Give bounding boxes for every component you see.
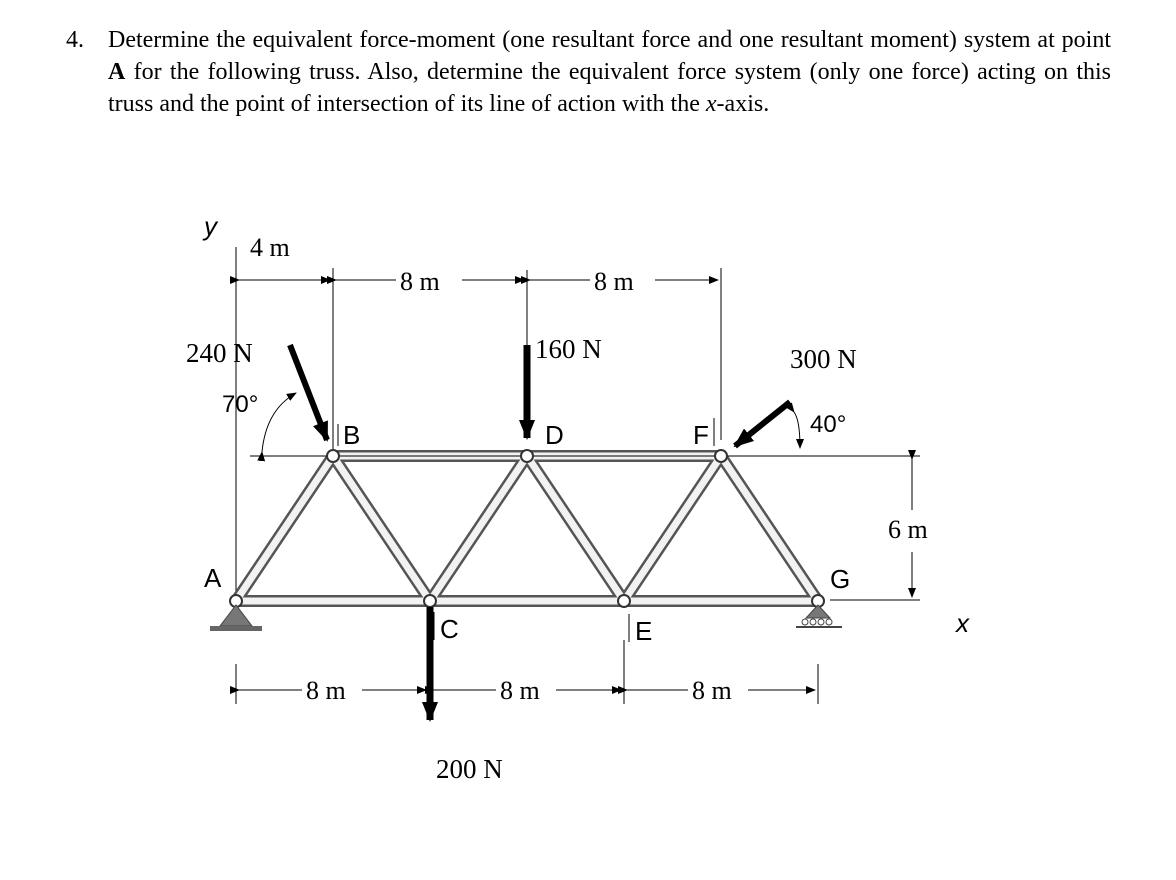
force-300n-arrow: [735, 402, 790, 446]
force-240n-label: 240 N: [186, 338, 253, 368]
dim-bottom-span-1: 8 m: [306, 676, 346, 705]
joint-f: [715, 450, 727, 462]
joint-label-d: D: [545, 420, 564, 450]
point-a-label: A: [108, 59, 126, 85]
force-300n-angle: 40°: [810, 411, 847, 438]
truss-members: [236, 456, 818, 601]
dim-bottom-span-2: 8 m: [500, 676, 540, 705]
angle-arc-40: [794, 412, 800, 448]
force-240n-angle: 70°: [222, 391, 259, 418]
force-160n-label: 160 N: [535, 334, 602, 364]
problem-text-part-1: Determine the equivalent force-moment (one resultant force and one resultant moment) system at point: [108, 27, 1111, 53]
joint-label-g: G: [830, 564, 851, 594]
joint-label-c: C: [440, 614, 459, 644]
axis-variable: x: [705, 91, 717, 117]
problem-number: 4.: [66, 27, 84, 53]
joint-label-b: B: [343, 420, 361, 450]
joint-b: [327, 450, 339, 462]
top-dimensions: [239, 268, 721, 462]
problem-text-part-3: -axis.: [716, 91, 770, 117]
angle-arc-70: [262, 393, 296, 452]
force-240n-arrow: [290, 345, 327, 440]
joint-e: [618, 595, 630, 607]
x-axis-label: x: [956, 608, 969, 638]
dim-top-offset: 4 m: [250, 233, 290, 262]
joint-label-a: A: [204, 563, 222, 593]
joint-label-e: E: [635, 616, 653, 646]
problem-text-part-2: for the following truss. Also, determine the equivalent force system (only one force) acting on this truss and the point of intersection of its line of action with the: [108, 59, 1111, 117]
dim-top-span-2: 8 m: [594, 267, 634, 296]
joint-label-f: F: [693, 420, 709, 450]
dim-height: 6 m: [888, 515, 928, 544]
dim-top-span-1: 8 m: [400, 267, 440, 296]
force-200n-label: 200 N: [436, 754, 503, 784]
roller-support-g: [796, 605, 842, 627]
joint-d: [521, 450, 533, 462]
joint-c: [424, 595, 436, 607]
y-axis-label: y: [204, 211, 217, 241]
force-300n-label: 300 N: [790, 344, 857, 374]
dim-bottom-span-3: 8 m: [692, 676, 732, 705]
pin-support-a: [210, 605, 262, 631]
